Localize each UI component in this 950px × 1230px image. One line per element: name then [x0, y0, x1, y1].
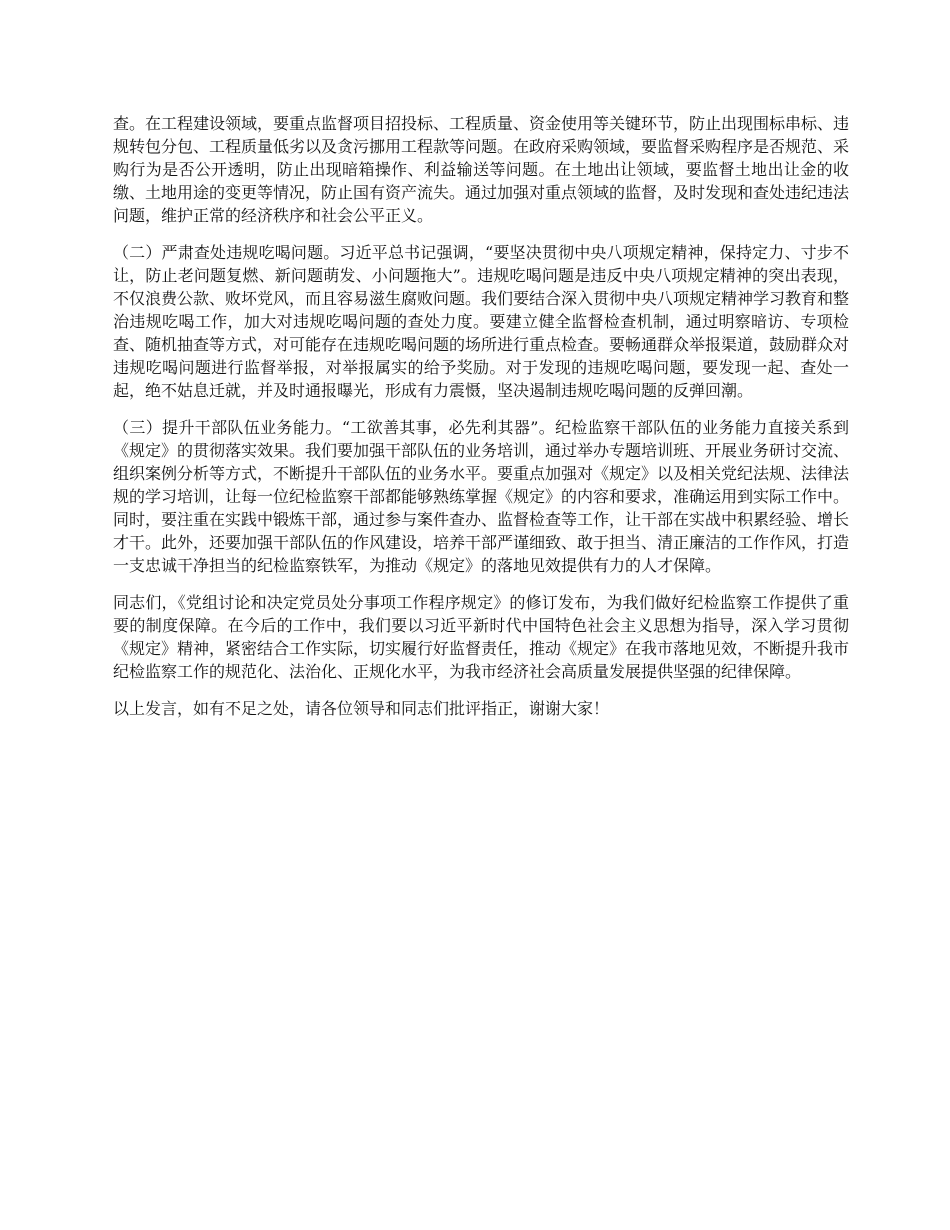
paragraph-conclusion: 同志们，《党组讨论和决定党员处分事项工作程序规定》的修订发布，为我们做好纪检监察工作提供了重要的制度保障。在今后的工作中，我们要以习近平新时代中国特色社会主义思想为指导，深入学习贯彻《规定》精神，紧密结合工作实际，切实履行好监督责任，推动《规定》在我市落地见效，不断提升我市纪检监察工作的规范化、法治化、正规化水平，为我市经济社会高质量发展提供坚强的纪律保障。 — [113, 593, 850, 681]
paragraph-cadre-capability: （三）提升干部队伍业务能力。“工欲善其事，必先利其器”。纪检监察干部队伍的业务能力直接关系到《规定》的贯彻落实效果。我们要加强干部队伍的业务培训，通过举办专题培训班、开展业务研讨交流、组织案例分析等方式，不断提升干部队伍的业务水平。要重点加强对《规定》以及相关党纪法规、法律法规的学习培训，让每一位纪检监察干部都能够熟练掌握《规定》的内容和要求，准确运用到实际工作中。同时，要注重在实践中锻炼干部，通过参与案件查办、监督检查等工作，让干部在实战中积累经验、增长才干。此外，还要加强干部队伍的作风建设，培养干部严谨细致、敢于担当、清正廉洁的工作作风，打造一支忠诚干净担当的纪检监察铁军，为推动《规定》的落地见效提供有力的人才保障。 — [113, 418, 850, 575]
paragraph-illegal-dining: （二）严肃查处违规吃喝问题。习近平总书记强调，“要坚决贯彻中央八项规定精神，保持定力、寸步不让，防止老问题复燃、新问题萌发、小问题拖大”。违规吃喝问题是违反中央八项规定精神的突出表现，不仅浪费公款、败坏党风，而且容易滋生腐败问题。我们要结合深入贯彻中央八项规定精神学习教育和整治违规吃喝工作，加大对违规吃喝问题的查处力度。要建立健全监督检查机制，通过明察暗访、专项检查、随机抽查等方式，对可能存在违规吃喝问题的场所进行重点检查。要畅通群众举报渠道，鼓励群众对违规吃喝问题进行监督举报，对举报属实的给予奖励。对于发现的违规吃喝问题，要发现一起、查处一起，绝不姑息迁就，并及时通报曝光，形成有力震慑，坚决遏制违规吃喝问题的反弹回潮。 — [113, 243, 850, 400]
paragraph-closing-remarks: 以上发言，如有不足之处，请各位领导和同志们批评指正，谢谢大家！ — [113, 699, 610, 718]
paragraph-key-areas-supervision: 查。在工程建设领域，要重点监督项目招投标、工程质量、资金使用等关键环节，防止出现围标串标、违规转包分包、工程质量低劣以及贪污挪用工程款等问题。在政府采购领域，要监督采购程序是否规范、采购行为是否公开透明，防止出现暗箱操作、利益输送等问题。在土地出让领域，要监督土地出让金的收缴、土地用途的变更等情况，防止国有资产流失。通过加强对重点领域的监督，及时发现和查处违纪违法问题，维护正常的经济秩序和社会公平正义。 — [113, 114, 850, 225]
document-body — [113, 112, 849, 734]
